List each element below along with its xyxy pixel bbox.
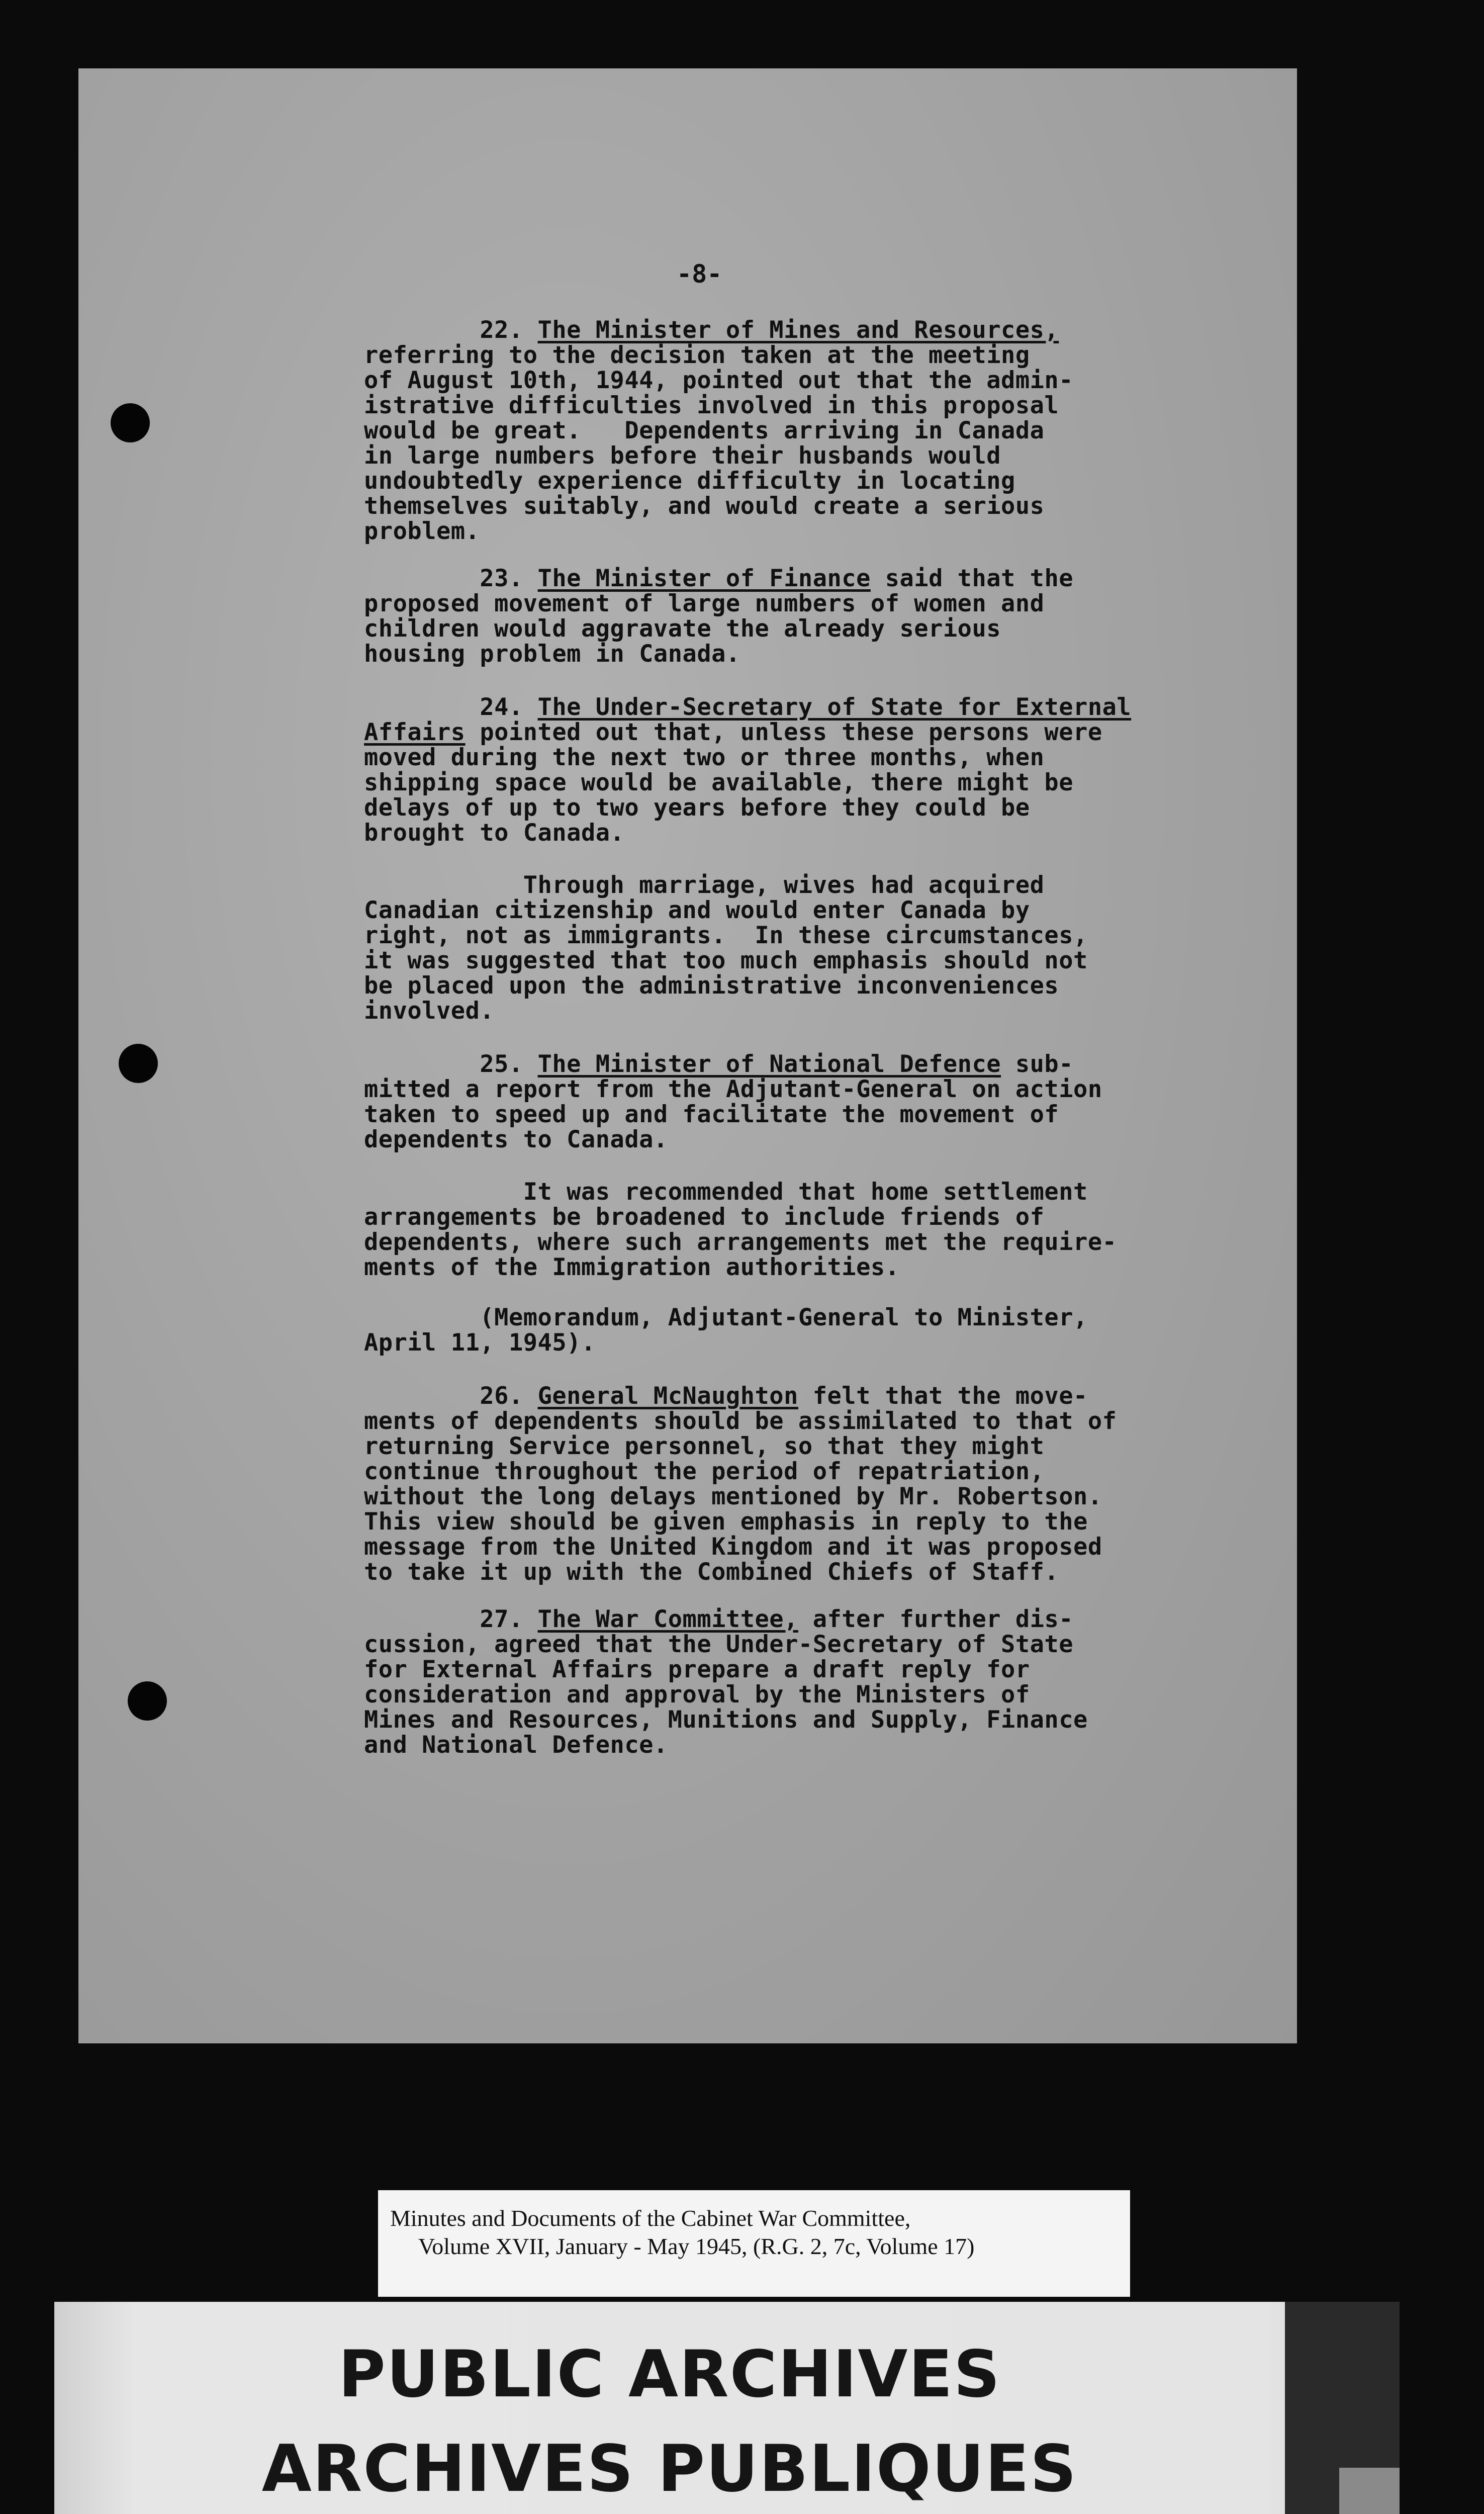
text-line: problem. xyxy=(364,517,480,545)
stamp-line-english: PUBLIC ARCHIVES xyxy=(338,2337,1001,2412)
paragraph-26 xyxy=(364,1384,1259,1585)
text-line: delays of up to two years before they could be xyxy=(364,794,1030,822)
text-line: arrangements be broadened to include friends of xyxy=(364,1203,1045,1231)
text-line: continue throughout the period of repatriation, xyxy=(364,1458,1045,1485)
stamp-shadow xyxy=(1339,2468,1400,2514)
text-line: moved during the next two or three months, when xyxy=(364,744,1045,771)
text-line: Through marriage, wives had acquired xyxy=(523,871,1045,899)
text-line: would be great. Dependents arriving in Canada xyxy=(364,417,1045,444)
paragraph-25-continued xyxy=(364,1180,1259,1280)
document-page xyxy=(78,68,1297,2043)
paragraph-number: 23. xyxy=(480,565,523,592)
punch-hole xyxy=(119,1044,158,1083)
text-line: without the long delays mentioned by Mr. Robertson. xyxy=(364,1483,1102,1510)
text-line: ments of the Immigration authorities. xyxy=(364,1253,900,1281)
text-line: Affairs pointed out that, unless these persons were xyxy=(364,719,1102,746)
text-line: themselves suitably, and would create a serious xyxy=(364,492,1045,520)
text-line: of August 10th, 1944, pointed out that the admin- xyxy=(364,367,1074,394)
paragraph-number: 26. xyxy=(480,1382,523,1410)
paragraph-number: 27. xyxy=(480,1605,523,1633)
paragraph-number: 25. xyxy=(480,1050,523,1078)
paragraph-24 xyxy=(364,695,1259,846)
paragraph-first-line: 26. General McNaughton felt that the move- xyxy=(480,1382,1088,1410)
text-line: it was suggested that too much emphasis should not xyxy=(364,947,1088,974)
paragraph-23 xyxy=(364,566,1259,667)
text-line: involved. xyxy=(364,997,495,1025)
text-line: dependents to Canada. xyxy=(364,1126,668,1153)
text-line: dependents, where such arrangements met the require- xyxy=(364,1228,1117,1256)
subject-heading: The Minister of National Defence xyxy=(537,1050,1001,1078)
stamp-line-french: ARCHIVES PUBLIQUES xyxy=(261,2432,1078,2506)
paragraph-first-line: 27. The War Committee, after further dis- xyxy=(480,1605,1074,1633)
page-number: -8- xyxy=(677,259,722,289)
reference-label xyxy=(378,2190,1130,2297)
text-line: and National Defence. xyxy=(364,1731,668,1759)
subject-heading-continued: Affairs xyxy=(364,719,466,746)
paragraph-first-line xyxy=(364,695,1259,720)
subject-heading: General McNaughton xyxy=(537,1382,798,1410)
text-line: cussion, agreed that the Under-Secretary of State xyxy=(364,1631,1074,1658)
paragraph-22 xyxy=(364,318,1259,544)
text-line: shipping space would be available, there might be xyxy=(364,769,1074,796)
text-line: This view should be given emphasis in reply to the xyxy=(364,1508,1088,1536)
punch-hole xyxy=(111,403,150,442)
subject-heading: The Under-Secretary of State for External xyxy=(537,693,1132,721)
reference-line: Minutes and Documents of the Cabinet War Committee, xyxy=(390,2205,911,2231)
text-line: children would aggravate the already serious xyxy=(364,615,1001,643)
text-line: be placed upon the administrative inconveniences xyxy=(364,972,1059,1000)
text-line: for External Affairs prepare a draft reply for xyxy=(364,1656,1030,1683)
text-line: right, not as immigrants. In these circumstances, xyxy=(364,922,1088,949)
paragraph-number: 24. xyxy=(480,693,523,721)
paragraph-25 xyxy=(364,1052,1259,1152)
text-line: ments of dependents should be assimilated to that of xyxy=(364,1407,1117,1435)
subject-heading: The Minister of Finance xyxy=(537,565,871,592)
text-line: It was recommended that home settlement xyxy=(523,1178,1088,1206)
text-line: proposed movement of large numbers of women and xyxy=(364,590,1045,617)
text-line: April 11, 1945). xyxy=(364,1329,596,1357)
subject-heading: The Minister of Mines and Resources, xyxy=(537,316,1059,344)
text-line: mitted a report from the Adjutant-General on action xyxy=(364,1075,1102,1103)
text-line: message from the United Kingdom and it was proposed xyxy=(364,1533,1102,1561)
text-line: housing problem in Canada. xyxy=(364,640,740,668)
paragraph-first-line xyxy=(364,318,1259,343)
paragraph-24-continued xyxy=(364,873,1259,1024)
paragraph-number: 22. xyxy=(480,316,523,344)
text-line: in large numbers before their husbands would xyxy=(364,442,1001,470)
archive-stamp xyxy=(54,2302,1400,2514)
text-line: referring to the decision taken at the meeting xyxy=(364,341,1030,369)
text-line: to take it up with the Combined Chiefs of Staff. xyxy=(364,1558,1059,1586)
text-line: returning Service personnel, so that they might xyxy=(364,1432,1045,1460)
paragraph-first-line: 23. The Minister of Finance said that the xyxy=(480,565,1074,592)
paragraph-first-line: 25. The Minister of National Defence sub- xyxy=(480,1050,1074,1078)
text-line: taken to speed up and facilitate the movement of xyxy=(364,1101,1059,1128)
memorandum-citation xyxy=(364,1305,1259,1356)
text-line: Mines and Resources, Munitions and Supply, Finance xyxy=(364,1706,1088,1734)
text-line: Canadian citizenship and would enter Canada by xyxy=(364,896,1030,924)
punch-hole xyxy=(128,1681,167,1721)
text-line: undoubtedly experience difficulty in locating xyxy=(364,467,1015,495)
paragraph-27 xyxy=(364,1607,1259,1758)
text-line: istrative difficulties involved in this proposal xyxy=(364,392,1059,419)
reference-line: Volume XVII, January - May 1945, (R.G. 2, 7c, Volume 17) xyxy=(418,2233,975,2259)
subject-heading: The War Committee, xyxy=(537,1605,798,1633)
text-line: consideration and approval by the Ministers of xyxy=(364,1681,1030,1709)
text-line: (Memorandum, Adjutant-General to Minister, xyxy=(480,1304,1088,1331)
text-line: brought to Canada. xyxy=(364,819,625,847)
